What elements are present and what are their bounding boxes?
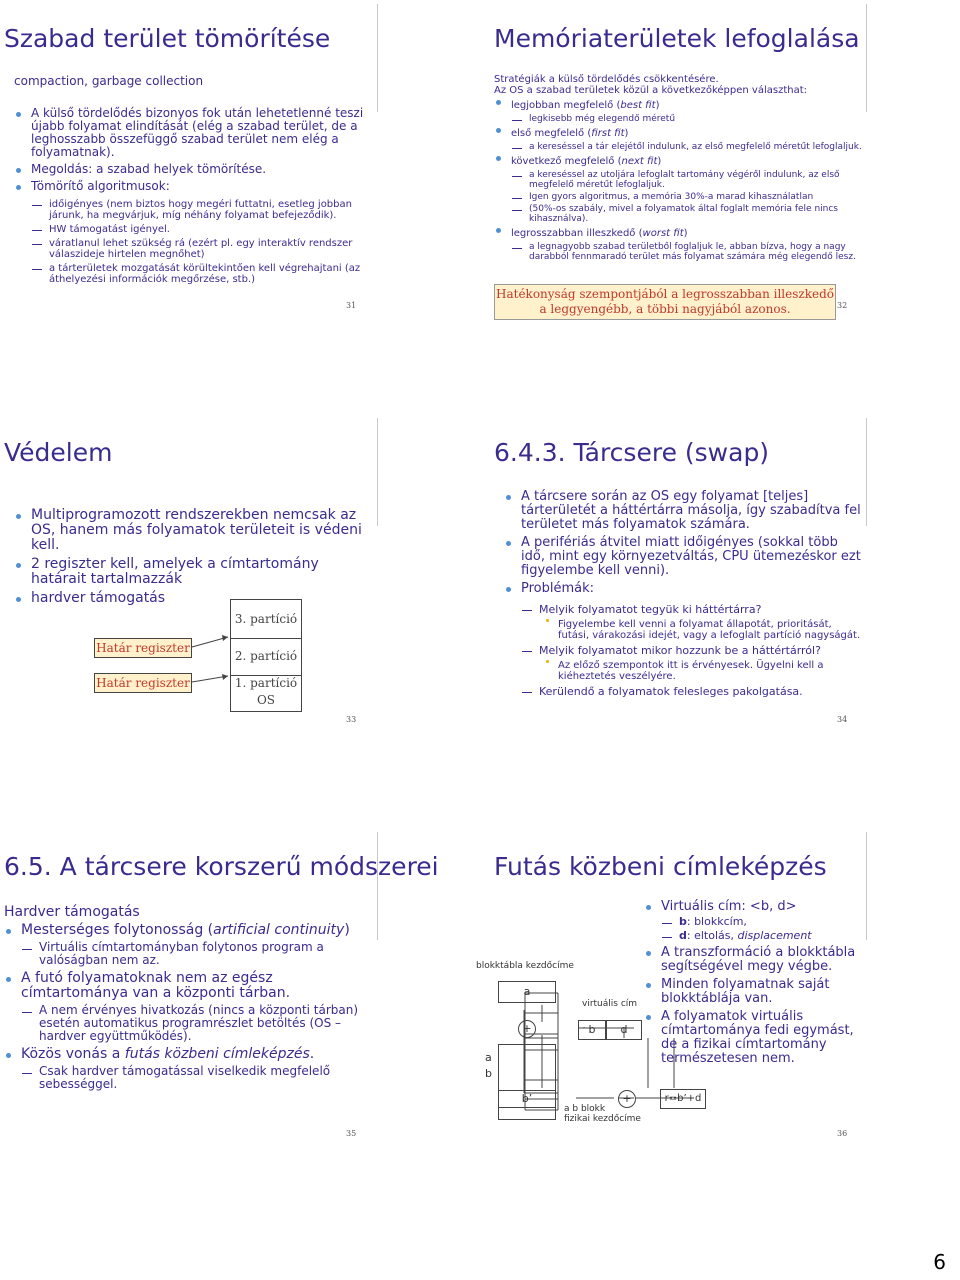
item-text: : blokkcím,: [686, 915, 747, 928]
list-item: legrosszabban illeszkedő (worst fit): [494, 228, 864, 239]
item-bold: d: [679, 929, 687, 942]
slide-title: Szabad terület tömörítése: [4, 24, 331, 53]
slide-number: 31: [346, 301, 357, 310]
list-item: a legnagyobb szabad területből foglaljuk le, abban bízva, hogy a nagy darabból fennmaradó terület más folyamat számára még elegendő lesz.: [494, 242, 864, 262]
list-item: A nem érvényes hivatkozás (nincs a központi tárban) esetén automatikus programrészlet betöltés (OS – hardver együttműködés).: [4, 1004, 369, 1043]
list-item: A tárcsere során az OS egy folyamat [teljes] tárterületét a háttértárra másolja, így szabadítva fel területet más folyamatok számára.: [504, 490, 864, 532]
list-item: [4, 1047, 369, 1062]
item-text: : eltolás,: [686, 929, 738, 942]
list-item: Multiprogramozott rendszerekben nemcsak az OS, hanem más folyamatok területeit is védeni kell.: [14, 508, 369, 553]
divider-line: [377, 4, 378, 112]
list-item: Tömörítő algoritmusok:: [14, 180, 364, 193]
base-address-label: blokktábla kezdőcíme: [476, 961, 574, 971]
item-text: Közös vonás a: [21, 1046, 125, 1062]
base-register-box: a: [498, 981, 556, 1003]
sub-list: [14, 199, 364, 285]
list-item: váratlanul lehet szükség rá (ezért pl. egy interaktív rendszer válaszideje hirtelen megnőhet): [14, 238, 364, 260]
strategy-name: első megfelelő: [511, 128, 585, 139]
list-item: A transzformáció a blokktábla segítségével megy végbe.: [644, 946, 870, 974]
strategy-name: következő megfelelő: [511, 156, 615, 167]
intro-line: Az OS a szabad területek közül a következőképpen választhat:: [494, 85, 807, 96]
item-text: .: [309, 1046, 315, 1062]
page-number: 6: [933, 1250, 946, 1274]
strategy-en: best fit: [620, 100, 656, 111]
list-item: Csak hardver támogatással viselkedik megfelelő sebességgel.: [4, 1065, 369, 1091]
partition-1-label: 1. partíció: [234, 676, 298, 690]
list-item: Melyik folyamatot mikor hozzunk be a háttértárról?: [504, 645, 864, 657]
block-table-entry: b’: [498, 1090, 556, 1108]
slide-31: [4, 20, 374, 320]
list-item: Igen gyors algoritmus, a memória 30%-a marad kihasználatlan: [494, 192, 864, 202]
slide-number: 33: [346, 715, 357, 724]
slide-number: 36: [837, 1129, 848, 1138]
block-table-b: b: [485, 1067, 492, 1080]
slide-number: 32: [837, 301, 848, 310]
physical-base-line: a b blokk: [564, 1104, 606, 1114]
slide-number: 35: [346, 1129, 357, 1138]
section-heading: Hardver támogatás: [4, 904, 140, 920]
divider-line: [377, 418, 378, 526]
list-item: legkisebb még elegendő méretű: [494, 114, 864, 124]
list-item: a kereséssel az utoljára lefoglalt tartomány végéről indulunk, az első megfelelő méretűt lefoglaljuk.: [494, 170, 864, 190]
virtual-address-label: virtuális cím: [582, 999, 638, 1009]
list-item: Figyelembe kell venni a folyamat állapotát, prioritását, futási, várakozási idejét, vagy a lefoglalt partíció nagyságát.: [504, 619, 864, 641]
slide-title: Memóriaterületek lefoglalása: [494, 24, 860, 53]
boundary-register-upper: Határ regiszter: [94, 638, 192, 658]
list-item: időigényes (nem biztos hogy megéri futtatni, esetleg jobban járunk, ha megvárjuk, míg néhány folyamat befejeződik).: [14, 199, 364, 221]
strategy-en: worst fit: [642, 228, 684, 239]
bullet-list: [14, 508, 369, 606]
strategy-name: legjobban megfelelő: [511, 100, 614, 111]
item-italic: futás közbeni címleképzés: [124, 1046, 310, 1062]
list-item: következő megfelelő (next fit): [494, 156, 864, 167]
slide-title: Védelem: [4, 438, 113, 467]
list-item: legjobban megfelelő (best fit): [494, 100, 864, 111]
result-address-box: r=b’+d: [660, 1089, 706, 1109]
list-item: első megfelelő (first fit): [494, 128, 864, 139]
list-item: Virtuális cím: <b, d>: [644, 900, 870, 914]
list-item: Problémák:: [504, 582, 864, 596]
boundary-register-lower: Határ regiszter: [94, 673, 192, 693]
strategy-name: legrosszabban illeszkedő: [511, 228, 636, 239]
list-item: A külső tördelődés bizonyos fok után lehetetlenné teszi újabb folyamat elindítását (elég a szabad terület, de a leghosszabb összefüggő szabad terület nem elég a folyamatnak).: [14, 107, 364, 159]
partition-3: 3. partíció: [230, 599, 302, 639]
intro-text: [494, 74, 864, 96]
strategy-list: [494, 100, 864, 262]
bullet-list: [14, 107, 364, 197]
block-table: [485, 1044, 556, 1120]
slide-32: [494, 20, 874, 330]
divider-line: [377, 832, 378, 940]
slide-34: [494, 434, 874, 734]
block-table-a: a: [485, 1051, 492, 1064]
slide-number: 34: [837, 715, 848, 724]
list-item: A perifériás átvitel miatt időigényes (sokkal több idő, mint egy környezetváltás, CPU ütemezéskor ezt figyelembe kell venni).: [504, 536, 864, 578]
adder-circle-1: +: [518, 1020, 536, 1038]
virtual-address-offset: d: [606, 1020, 642, 1040]
list-item: a tárterületek mozgatását körültekintően kell végrehajtani (az áthelyezési információk megőrzése, stb.): [14, 263, 364, 285]
list-item: 2 regiszter kell, amelyek a címtartomány határait tartalmazzák: [14, 557, 369, 587]
partition-1: [230, 675, 302, 712]
partition-2: 2. partíció: [230, 637, 302, 676]
list-item: [644, 930, 870, 942]
list-item: Megoldás: a szabad helyek tömörítése.: [14, 163, 364, 176]
list-item: A futó folyamatoknak nem az egész címtartománya van a központi tárban.: [4, 971, 369, 1001]
list-item: [644, 916, 870, 928]
list-item: Kerülendő a folyamatok felesleges pakolgatása.: [504, 686, 864, 698]
slide-title: Futás közbeni címleképzés: [494, 852, 827, 881]
slide-33: [4, 434, 374, 734]
physical-base-line: fizikai kezdőcíme: [564, 1114, 641, 1124]
list-item: Az előző szempontok itt is érvényesek. Ügyelni kell a kiéheztetés veszélyére.: [504, 660, 864, 682]
slide-title: 6.5. A tárcsere korszerű módszerei: [4, 852, 439, 881]
list-item: hardver támogatás: [14, 591, 369, 606]
item-italic: artificial continuity: [213, 922, 345, 938]
slide-subtitle: compaction, garbage collection: [14, 74, 204, 88]
problem-list: [504, 604, 864, 698]
bullet-list: [504, 490, 864, 600]
virtual-address-block: b: [578, 1020, 606, 1040]
item-text: Mesterséges folytonosság (: [21, 922, 214, 938]
strategy-en: next fit: [621, 156, 658, 167]
item-bold: b: [679, 915, 687, 928]
list-item: Melyik folyamatot tegyük ki háttértárra?: [504, 604, 864, 616]
bullet-list: [4, 923, 369, 1091]
slide-36: [476, 848, 874, 1148]
list-item: HW támogatást igényel.: [14, 224, 364, 235]
list-item: Minden folyamatnak saját blokktáblája van.: [644, 978, 870, 1006]
list-item: (50%-os szabály, mivel a folyamatok által foglalt memória fele nincs kihasználva).: [494, 204, 864, 224]
bullet-list: [644, 900, 870, 1066]
slide-title: 6.4.3. Tárcsere (swap): [494, 438, 770, 467]
intro-line: Stratégiák a külső tördelődés csökkentésére.: [494, 74, 719, 85]
adder-circle-2: +: [618, 1090, 636, 1108]
item-text: ): [344, 922, 350, 938]
item-italic: displacement: [737, 929, 812, 942]
list-item: A folyamatok virtuális címtartománya fedi egymást, de a fizikai címtartomány természetesen nem.: [644, 1010, 870, 1066]
slide-35: [4, 848, 439, 1148]
summary-box: Hatékonyság szempontjából a legrosszabban illeszkedő a leggyengébb, a többi nagyjából azonos.: [494, 284, 836, 320]
strategy-en: first fit: [591, 128, 625, 139]
os-label: OS: [256, 693, 276, 707]
list-item: [4, 923, 369, 938]
list-item: Virtuális címtartományban folytonos program a valóságban nem az.: [4, 941, 369, 967]
list-item: a kereséssel a tár elejétől indulunk, az első megfelelő méretűt lefoglaljuk.: [494, 142, 864, 152]
